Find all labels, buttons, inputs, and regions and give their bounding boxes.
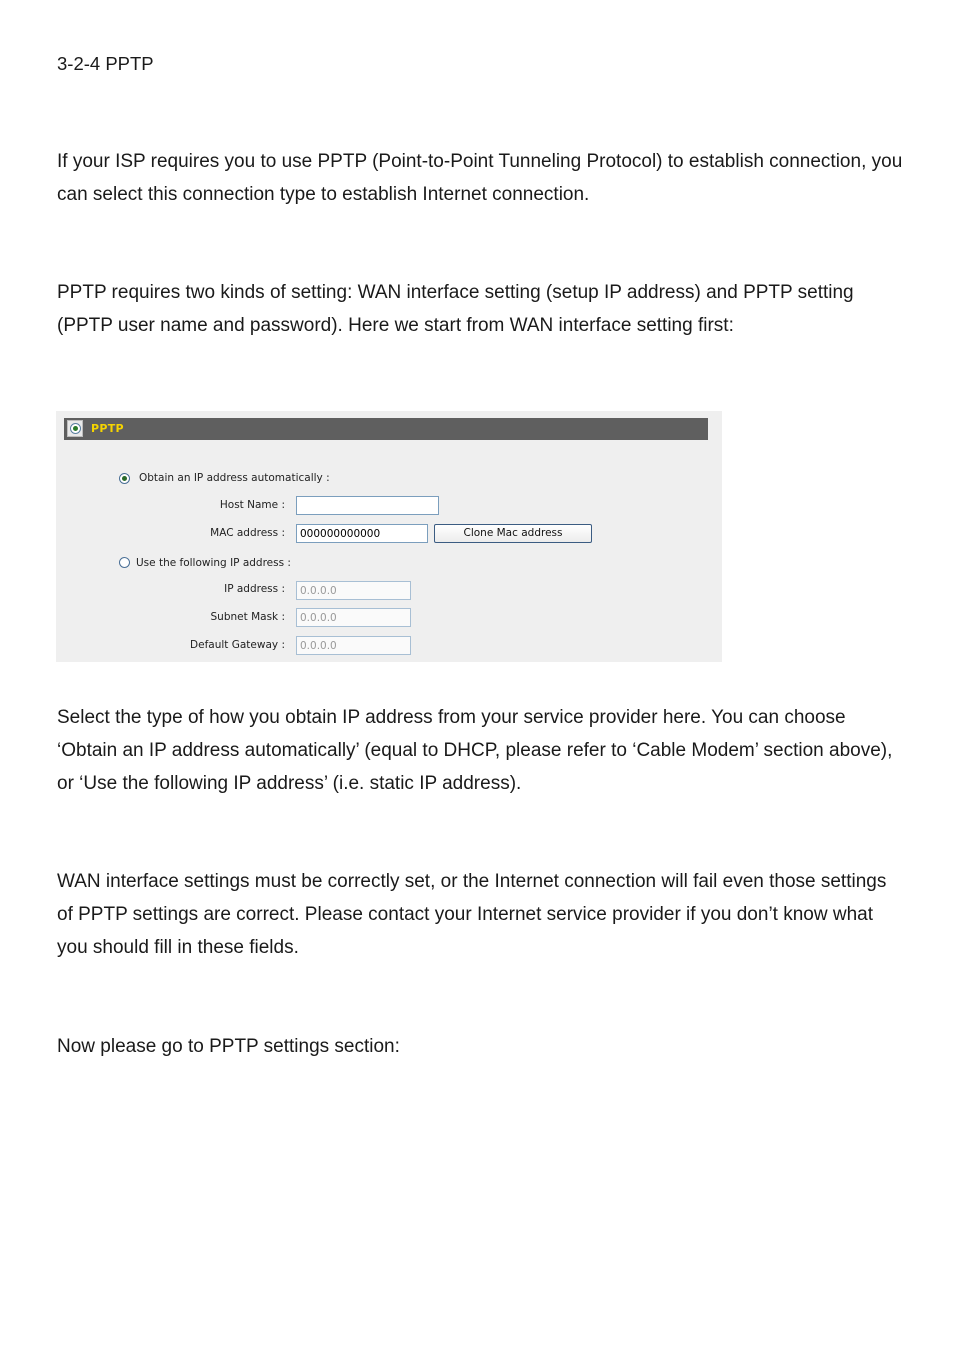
obtain-ip-auto-label: Obtain an IP address automatically : bbox=[139, 472, 330, 484]
host-name-label: Host Name : bbox=[219, 499, 285, 511]
pptp-title: PPTP bbox=[91, 422, 124, 435]
mac-address-label: MAC address : bbox=[210, 527, 285, 539]
pptp-settings-screenshot bbox=[56, 411, 722, 662]
ip-address-input[interactable] bbox=[296, 581, 411, 600]
intro-paragraph: If your ISP requires you to use PPTP (Point-to-Point Tunneling Protocol) to establish connection, you can select this connection type to establish Internet connection. bbox=[57, 151, 903, 205]
subnet-mask-label: Subnet Mask : bbox=[210, 611, 285, 623]
wan-warning-paragraph: WAN interface settings must be correctly set, or the Internet connection will fail even those settings of PPTP settings are correct. Please contact your Internet service provider if you don’t know what you should fill in these fields. bbox=[57, 871, 887, 958]
default-gateway-label: Default Gateway : bbox=[190, 639, 285, 651]
obtain-ip-auto-radio[interactable] bbox=[119, 473, 130, 484]
select-type-paragraph: Select the type of how you obtain IP address from your service provider here. You can choose ‘Obtain an IP address automatically’ (equal to DHCP, please refer to ‘Cable Modem’ section above), or ‘Use the following IP address’ (i.e. static IP address). bbox=[57, 707, 893, 794]
section-heading: 3-2-4 PPTP bbox=[57, 53, 154, 74]
clone-mac-address-button[interactable]: Clone Mac address bbox=[434, 524, 592, 543]
default-gateway-input[interactable] bbox=[296, 636, 411, 655]
next-step-paragraph: Now please go to PPTP settings section: bbox=[57, 1036, 400, 1057]
host-name-input[interactable] bbox=[296, 496, 439, 515]
ip-address-label: IP address : bbox=[224, 583, 285, 595]
mac-address-input[interactable] bbox=[296, 524, 428, 543]
use-following-ip-radio[interactable] bbox=[119, 557, 130, 568]
two-kinds-paragraph: PPTP requires two kinds of setting: WAN interface setting (setup IP address) and PPTP setting (PPTP user name and password). Here we start from WAN interface setting first: bbox=[57, 282, 854, 336]
pptp-radio-container bbox=[67, 420, 83, 437]
pptp-title-bar bbox=[64, 418, 708, 440]
subnet-mask-input[interactable] bbox=[296, 608, 411, 627]
pptp-radio[interactable] bbox=[70, 423, 81, 434]
use-following-ip-label: Use the following IP address : bbox=[136, 557, 291, 569]
